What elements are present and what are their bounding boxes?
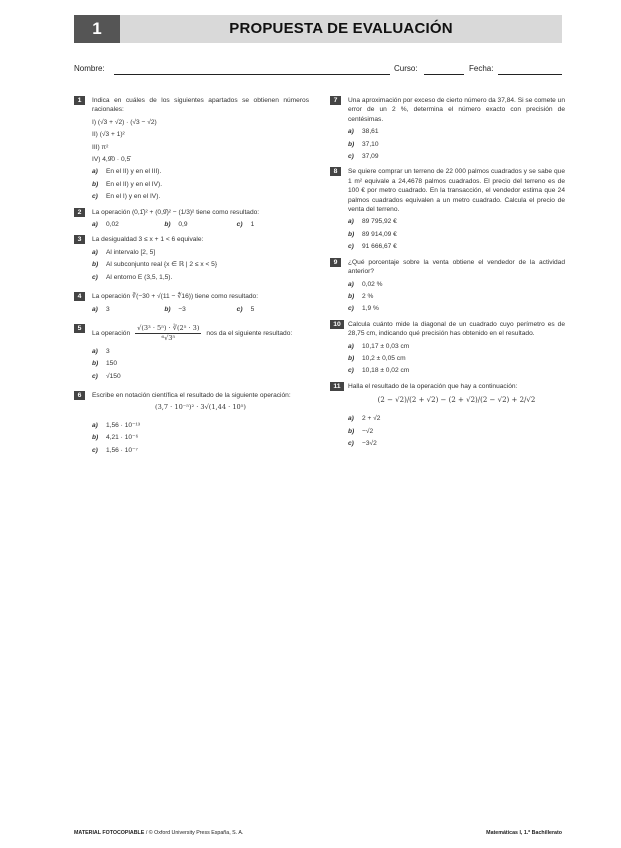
question-7 bbox=[330, 96, 565, 161]
item-list bbox=[92, 118, 309, 165]
date-label: Fecha: bbox=[469, 64, 494, 73]
option-b[interactable]: b) −3 bbox=[164, 305, 186, 313]
copyright-notice: MATERIAL FOTOCOPIABLE / © Oxford University Press España, S. A. bbox=[74, 830, 244, 836]
question-2 bbox=[74, 208, 309, 230]
option-c[interactable]: c) 91 666,67 € bbox=[348, 243, 397, 251]
options-row bbox=[92, 305, 309, 314]
option-a[interactable]: a) 1,56 · 10⁻¹³ bbox=[92, 421, 140, 429]
right-column bbox=[330, 96, 565, 454]
question-text: Una aproximación por exceso de cierto número da 37,84. Si se comete un error de un 2 %, determina el número exacto con precisión de centésimas. bbox=[348, 97, 565, 123]
option-a[interactable]: a) 10,17 ± 0,03 cm bbox=[348, 342, 410, 350]
course-label: Curso: bbox=[394, 64, 418, 73]
question-text: La operación √(3³ · 5⁵) · ∛(2⁵ · 3) ⁶√3⁵ nos da el siguiente resultado: bbox=[92, 323, 293, 343]
option-b[interactable]: b) −√2 bbox=[348, 427, 374, 435]
option-b[interactable]: b) En el II) y en el IV). bbox=[92, 180, 163, 188]
option-a[interactable]: a) 3 bbox=[92, 305, 110, 313]
question-number: 1 bbox=[74, 96, 85, 105]
date-field[interactable] bbox=[498, 74, 562, 75]
option-b[interactable]: b) Al subconjunto real {x ∈ ℝ | 2 ≤ x < 5} bbox=[92, 261, 218, 269]
option-a[interactable]: a) Al intervalo [2, 5] bbox=[92, 248, 156, 256]
option-b[interactable]: b) 2 % bbox=[348, 292, 374, 300]
option-c[interactable]: c) 1,9 % bbox=[348, 305, 379, 313]
question-text: La operación (0,1̂)² + (0,9̂)² − (1/3)² tiene como resultado: bbox=[92, 208, 260, 216]
option-c[interactable]: c) 37,09 bbox=[348, 153, 379, 161]
option-c[interactable]: c) Al entorno E (3,5, 1,5). bbox=[92, 273, 173, 281]
question-3 bbox=[74, 235, 309, 282]
question-text: La operación ∛(−30 + √(11 − ∜16)) tiene como resultado: bbox=[92, 293, 259, 301]
option-c[interactable]: c) En el I) y en el IV). bbox=[92, 193, 161, 201]
option-b[interactable]: b) 37,10 bbox=[348, 140, 379, 148]
page-title: PROPUESTA DE EVALUACIÓN bbox=[229, 20, 453, 37]
formula: (3,7 · 10⁻⁵)² · 3√(1,44 · 10⁵) bbox=[155, 403, 246, 412]
option-b[interactable]: b) 150 bbox=[92, 360, 118, 368]
question-number: 11 bbox=[330, 382, 344, 391]
option-b[interactable]: b) 89 914,09 € bbox=[348, 230, 397, 238]
options-row bbox=[92, 220, 309, 229]
question-text: Se quiere comprar un terreno de 22 000 palmos cuadrados y se sabe que 1 m² equivale a 24,4678 palmos cuadrados. El precio del terreno es de 100 € por metro cuadrado. En la transacción, el vendedor estima que 24 palmos cuadrados equivalen a un metro cuadrado. Calcula el precio de venta del terreno. bbox=[348, 168, 565, 214]
option-c[interactable]: c) 5 bbox=[236, 305, 255, 313]
item: III) π² bbox=[92, 143, 109, 151]
option-c[interactable]: c) √150 bbox=[92, 372, 121, 380]
name-field[interactable] bbox=[114, 74, 390, 75]
item: IV) 4,9̂0 · 0,5̂ bbox=[92, 156, 131, 164]
question-number: 5 bbox=[74, 324, 85, 333]
page-header bbox=[74, 15, 562, 43]
question-text: Calcula cuánto mide la diagonal de un cuadrado cuyo perímetro es de 28,75 cm, indicando qué precisión has obtenido en el resultado. bbox=[348, 320, 565, 338]
option-b[interactable]: b) 4,21 · 10⁻⁶ bbox=[92, 434, 139, 442]
item: II) (√3 + 1)² bbox=[92, 131, 125, 139]
item: I) (√3 + √2) · (√3 − √2) bbox=[92, 118, 157, 126]
name-label: Nombre: bbox=[74, 64, 105, 73]
question-text: La desigualdad 3 ≤ x + 1 < 6 equivale: bbox=[92, 236, 204, 244]
question-6 bbox=[74, 391, 309, 455]
question-text: Halla el resultado de la operación que hay a continuación: bbox=[348, 382, 518, 390]
question-10 bbox=[330, 320, 565, 376]
option-a[interactable]: a) 3 bbox=[92, 347, 110, 355]
question-number: 4 bbox=[74, 292, 85, 301]
option-b[interactable]: b) 10,2 ± 0,05 cm bbox=[348, 354, 406, 362]
option-a[interactable]: a) En el II) y en el III). bbox=[92, 168, 162, 176]
option-a[interactable]: a) 89 795,92 € bbox=[348, 218, 397, 226]
question-text: ¿Qué porcentaje sobre la venta obtiene el vendedor de la actividad anterior? bbox=[348, 258, 565, 276]
question-8 bbox=[330, 167, 565, 251]
student-info-row bbox=[74, 64, 562, 78]
formula: (2 − √2)/(2 + √2) − (2 + √2)/(2 − √2) + 2/√2 bbox=[377, 396, 536, 405]
question-11 bbox=[330, 382, 565, 449]
question-text: Indica en cuáles de los siguientes apartados se obtienen números racionales: bbox=[92, 97, 309, 114]
option-a[interactable]: a) 38,61 bbox=[348, 128, 379, 136]
question-number: 10 bbox=[330, 320, 344, 329]
question-4 bbox=[74, 292, 309, 314]
option-c[interactable]: c) 1,56 · 10⁻⁷ bbox=[92, 446, 138, 454]
option-b[interactable]: b) 0,9 bbox=[164, 221, 188, 229]
question-number: 8 bbox=[330, 167, 341, 176]
question-1 bbox=[74, 96, 309, 202]
question-9 bbox=[330, 258, 565, 314]
question-number: 9 bbox=[330, 258, 341, 267]
fraction: √(3³ · 5⁵) · ∛(2⁵ · 3) ⁶√3⁵ bbox=[137, 323, 200, 343]
question-text: Escribe en notación científica el resultado de la siguiente operación: bbox=[92, 391, 291, 399]
question-number: 2 bbox=[74, 208, 85, 217]
option-a[interactable]: a) 2 + √2 bbox=[348, 415, 381, 423]
option-a[interactable]: a) 0,02 bbox=[92, 221, 119, 229]
unit-number: 1 bbox=[74, 15, 120, 43]
question-number: 6 bbox=[74, 391, 85, 400]
question-number: 7 bbox=[330, 96, 341, 105]
option-c[interactable]: c) −3√2 bbox=[348, 439, 377, 447]
option-c[interactable]: c) 1 bbox=[236, 221, 255, 229]
question-number: 3 bbox=[74, 235, 85, 244]
book-title: Matemáticas I, 1.º Bachillerato bbox=[486, 830, 562, 836]
course-field[interactable] bbox=[424, 74, 464, 75]
option-c[interactable]: c) 10,18 ± 0,02 cm bbox=[348, 367, 410, 375]
option-a[interactable]: a) 0,02 % bbox=[348, 280, 383, 288]
question-5 bbox=[74, 324, 309, 381]
left-column bbox=[74, 96, 309, 461]
